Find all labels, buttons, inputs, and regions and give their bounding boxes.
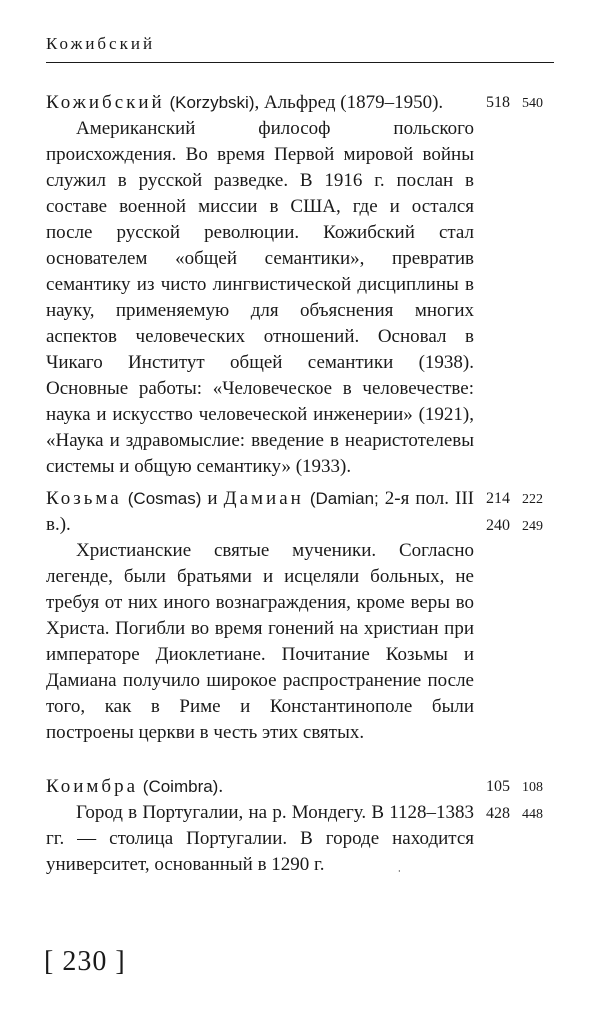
entry-heading: [46, 486, 474, 538]
entry-refs: [486, 774, 543, 828]
ref-page: 518: [486, 94, 510, 111]
page-number: [ 230 ]: [44, 946, 126, 977]
ref-row: [486, 486, 543, 513]
entry-refs: [486, 486, 543, 540]
ref-page-secondary: 108: [522, 780, 543, 795]
entry-heading: [46, 90, 474, 116]
entry-cosmas-damian: [46, 486, 474, 746]
ref-row: [486, 801, 543, 828]
headword-second: Дамиан: [223, 488, 304, 509]
ref-row: [486, 90, 543, 117]
heading-rest: 2-я пол. III в.).: [46, 488, 475, 535]
header-rule: [46, 62, 554, 63]
entry-refs: [486, 90, 543, 117]
ref-page: 214: [486, 490, 510, 507]
ref-page-secondary: 448: [522, 807, 543, 822]
ref-page-secondary: 540: [522, 96, 543, 111]
latin-name: (Coimbra): [142, 777, 219, 796]
headword: Козьма: [46, 488, 122, 509]
running-head: Кожибский: [46, 34, 156, 53]
ref-row: [486, 774, 543, 801]
headword: Коимбра: [46, 776, 139, 797]
heading-rest: , Альфред (1879–1950).: [254, 92, 444, 113]
ref-row: [486, 513, 543, 540]
ref-page-secondary: 222: [522, 492, 543, 507]
entry-heading: [46, 774, 474, 800]
entry-body: Американский философ польского происхождения. Во время Первой мировой войны служил в русской разведке. В 1916 г. послан в составе военной миссии в США, где и остался после русской революции. Кожибский стал основателем «общей семантики», превратив семантику из чисто лингвистической дисциплины в науку, применяемую для объяснения многих аспектов человеческих отношений. Основал в Чикаго Институт общей семантики (1938). Основные работы: «Человеческое в человечестве: наука и искусство человеческой инженерии» (1921), «Наука и здравомыслие: введение в неаристотелевы системы и общую семантику» (1933).: [46, 118, 474, 477]
ref-page: 428: [486, 805, 510, 822]
entry-coimbra: [46, 774, 474, 878]
entry-body: Христианские святые мученики. Согласно легенде, были братьями и исцеляли больных, не требуя от них иного вознаграждения, кроме веры во Христа. Погибли во время гонений на христиан при императоре Диоклетиане. Почитание Козьмы и Дамиана получило широкое распространение после того, как в Риме и Константинополе были построены церкви в честь этих святых.: [46, 540, 474, 743]
ref-page: 240: [486, 517, 510, 534]
entry-body: Город в Португалии, на р. Мондегу. В 1128–1383 гг. — столица Португалии. В городе находится университет, основанный в 1290 г.: [46, 802, 474, 875]
entry-korzybski: [46, 90, 474, 480]
latin-name: (Cosmas): [127, 489, 202, 508]
ref-page: 105: [486, 778, 510, 795]
heading-conjunction: и: [201, 488, 224, 509]
heading-rest: .: [218, 776, 224, 797]
headword: Кожибский: [46, 92, 165, 113]
latin-name: (Korzybski): [169, 93, 255, 112]
ref-page-secondary: 249: [522, 519, 543, 534]
latin-name-second: (Damian;: [309, 489, 379, 508]
print-speck: ⸳: [398, 865, 401, 876]
